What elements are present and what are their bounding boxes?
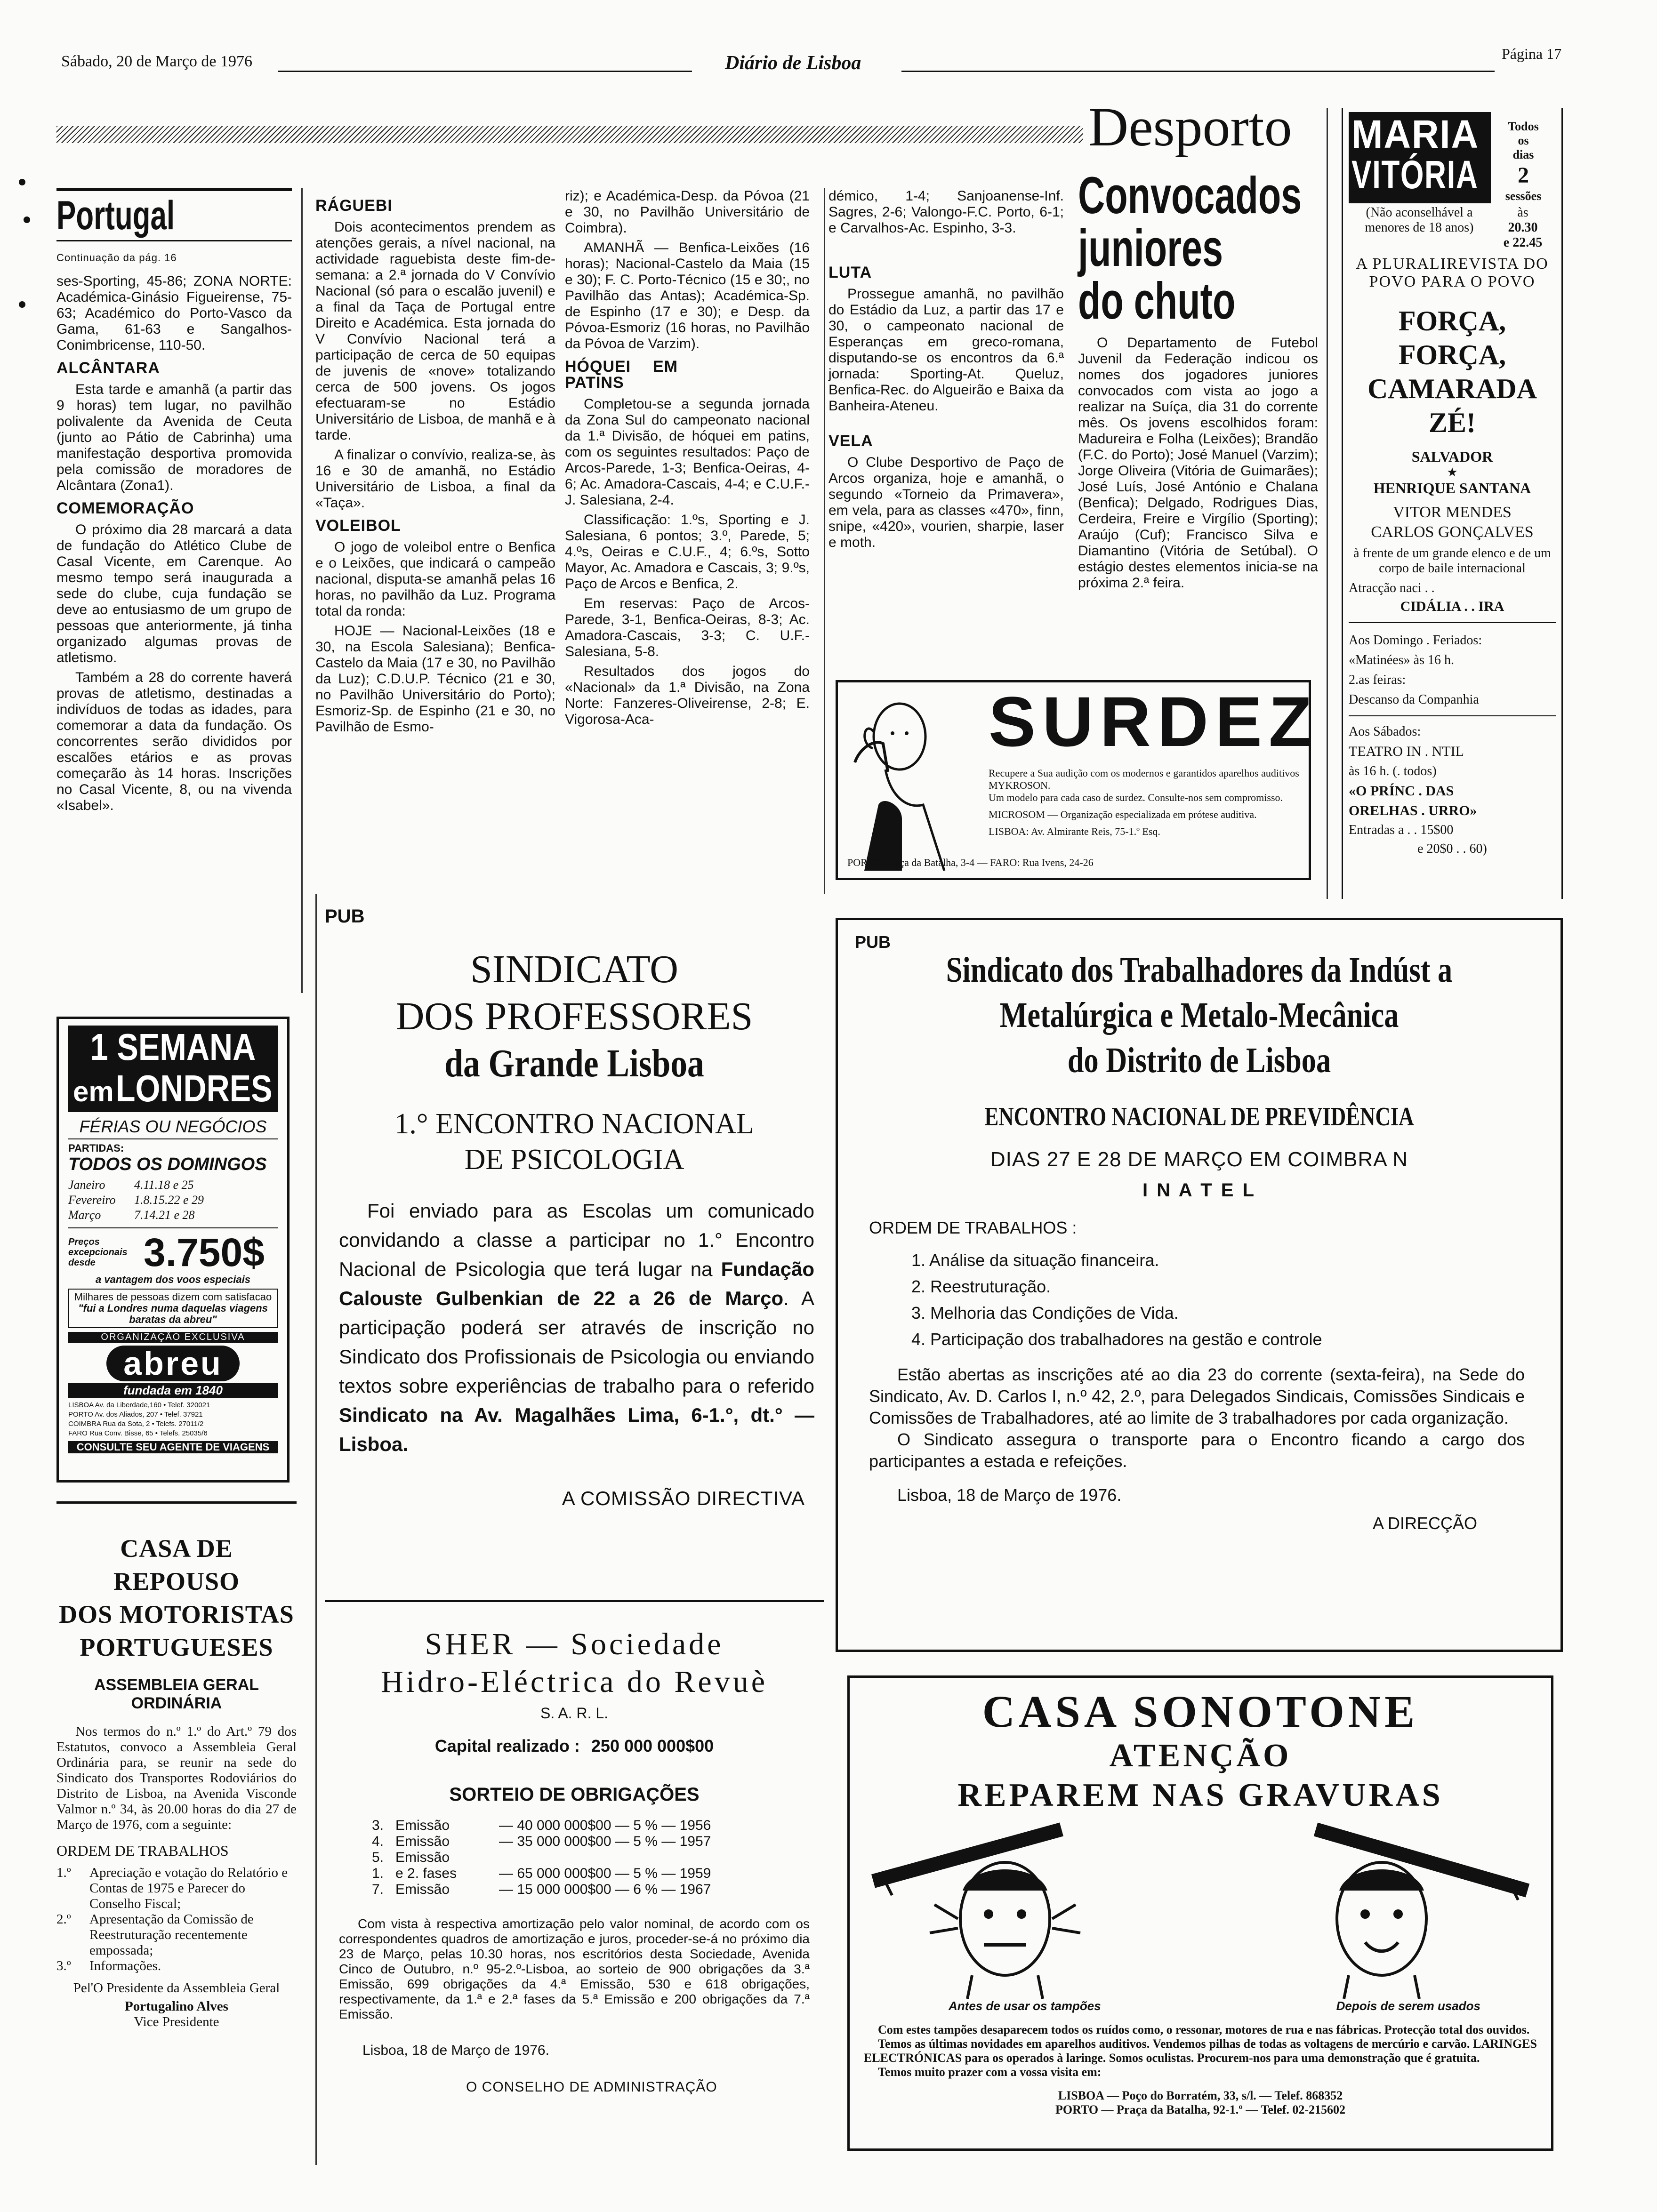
- raguebi-heading: RÁGUEBI: [315, 197, 393, 215]
- metal-title-2: Metalúrgica e Metalo-Mecânica: [999, 995, 1399, 1035]
- caption-before: Antes de usar os tampões: [949, 1999, 1101, 2013]
- paragraph: démico, 1-4; Sanjoanense-Inf. Sagres, 2-6; Valongo-F.C. Porto, 6-1; e Carvalhos-Ac. Espinho, 3-3.: [828, 188, 1064, 236]
- sher-capital-label: Capital realizado :: [434, 1736, 580, 1755]
- sher-cell-v: — 65 000 000$00 — 5 % — 1959: [499, 1866, 711, 1881]
- mv-todos: Todos: [1508, 120, 1539, 133]
- mv-top: [1349, 108, 1556, 203]
- mv-sessions-count: 2: [1518, 163, 1529, 188]
- prof-body-b: Fundação Calouste Gulbenkian de 22 a 26 de Março: [339, 1258, 814, 1309]
- paragraph: O jogo de voleibol entre o Benfica e o Leixões, que indicará o campeão nacional, disputa-se amanhã pelas 16 horas, no pavilhão da Luz. Programa total da ronda:: [315, 539, 555, 619]
- sher-cell-n: 5.: [372, 1850, 384, 1865]
- comemoracao-heading: COMEMORAÇÃO: [56, 499, 194, 517]
- continuation-note: Continuação da pág. 16: [56, 252, 177, 264]
- sonotone-atencao: ATENÇÃO: [1109, 1738, 1292, 1774]
- londres-partidas: PARTIDAS:: [68, 1142, 124, 1154]
- mv-cast-2: HENRIQUE SANTANA: [1373, 480, 1531, 497]
- londres-dates: [68, 1178, 278, 1223]
- prof-body-c: . A participação poderá ser através de inscrição no Sindicato dos Profissionais de Psicologia ou enviando textos sobre experiências de trabalho para o referido: [339, 1287, 814, 1397]
- vela-heading: VELA: [828, 432, 873, 450]
- sher-cell-v: — 15 000 000$00 — 6 % — 1967: [499, 1882, 711, 1897]
- sher-table-row: [372, 1818, 824, 1834]
- sher-cell-v: — 40 000 000$00 — 5 % — 1956: [499, 1818, 711, 1833]
- sonotone-body: [864, 2023, 1537, 2079]
- casa-repouso-sign-2: Portugalino Alves: [125, 1999, 228, 2014]
- paragraph: Prossegue amanhã, no pavilhão do Estádio da Luz, a partir das 17 e 30, o campeonato nacional de Esperanças em greco-romana, disputando-se os encontros da 6.ª jornada: Sporting-At. Queluz, Benfica-Rec. do Algueirão e Baixa da Banheira-Ateneu.: [828, 286, 1064, 414]
- sher-cell-e: Emissão: [395, 1834, 450, 1849]
- month-label: Janeiro: [68, 1178, 105, 1192]
- casa-repouso-items: [56, 1865, 297, 1974]
- agenda-item: 1. Análise da situação financeira.: [911, 1250, 1159, 1270]
- sonotone-lisboa: LISBOA — Poço do Borratém, 33, s/l. — Telef. 868352: [1058, 2089, 1343, 2102]
- sher-table-row: [372, 1834, 824, 1850]
- month-label: Fevereiro: [68, 1193, 116, 1207]
- londres-consulte: CONSULTE SEU AGENTE DE VIAGENS: [68, 1441, 278, 1453]
- agenda-item: [56, 1912, 297, 1958]
- agenda-item: [56, 1958, 297, 1974]
- column-rule: [301, 188, 303, 993]
- londres-testimonial: [68, 1289, 278, 1328]
- alcantara-heading: ALCÂNTARA: [56, 359, 160, 377]
- header-rule-right: [901, 71, 1495, 72]
- agenda-item: 3. Melhoria das Condições de Vida.: [911, 1303, 1179, 1322]
- londres-todos: TODOS OS DOMINGOS: [68, 1154, 267, 1174]
- londres-org: ORGANIZAÇÃO EXCLUSIVA: [68, 1332, 278, 1343]
- metal-encontro: ENCONTRO NACIONAL DE PREVIDÊNCIA: [984, 1102, 1414, 1131]
- mv-sabados: Aos Sábados:: [1349, 724, 1421, 739]
- portugal-body: [56, 273, 292, 814]
- header-date: Sábado, 20 de Março de 1976: [61, 53, 253, 70]
- sher-title-2: Hidro-Eléctrica do Revuè: [380, 1665, 768, 1699]
- prof-sign: A COMISSÃO DIRECTIVA: [562, 1487, 805, 1509]
- column-raguebi: [315, 198, 555, 739]
- paragraph: O Departamento de Futebol Juvenil da Federação indicou os nomes dos jogadores juniores convocados com vista ao jogo a realizar na Suíça, dia 31 do corrente mês. Os jovens escolhidos foram: Madureira e Folha (Leixões); Brandão (F.C. do Porto); José Manuel (Varzim); Jorge Oliveira (Vitória de Guimarães); José Luís, José António e Chalana (Benfica); Delgado, Rodrigues Dias, Cerdeira, Freire e Virgílio (Sporting); Araújo (Cuf); Francisco Silva e Diamantino (Vitória de Setúbal). O estágio destes elementos inicia-se na próxima 2.ª feira.: [1078, 335, 1318, 591]
- surdez-line-1: Recupere a Sua audição com os modernos e garantidos aparelhos auditivos MYKROSON.: [989, 767, 1299, 791]
- mv-times-3: e 22.45: [1503, 235, 1543, 250]
- convocados-title-1: Convocados: [1078, 167, 1302, 224]
- mv-entradas-2: e 20$0 . . 60): [1417, 842, 1487, 856]
- maria-vitoria-ad: [1342, 108, 1563, 899]
- agenda-item: 2. Reestruturação.: [911, 1277, 1051, 1296]
- surdez-title: SURDEZ: [989, 682, 1319, 761]
- sonotone-title: CASA SONOTONE: [982, 1686, 1419, 1737]
- casa-repouso-title-3: PORTUGUESES: [80, 1633, 273, 1661]
- ear-listening-illustration: [845, 692, 949, 871]
- casa-repouso-body: Nos termos do n.º 1.º do Art.º 79 dos Estatutos, convoco a Assembleia Geral Ordinária para, se reunir na sede do Sindicato dos Transportes Rodoviários do Distrito de Lisboa, na Avenida Visconde Valmor n.º 34, às 20.00 horas do dia 27 de Março de 1976, com a seguinte:: [56, 1724, 297, 1832]
- metalurgica-ad: [836, 918, 1563, 1652]
- prof-encontro-2: DE PSICOLOGIA: [464, 1144, 684, 1176]
- convocados-title-3: do chuto: [1078, 272, 1236, 330]
- paragraph: Resultados dos jogos do «Nacional» da 1.ª Divisão, na Zona Norte: Fanzeres-Oliveirense, 2-8; E. Vigorosa-Aca-: [565, 664, 810, 727]
- column-luta-vela: [828, 188, 1064, 554]
- mv-entradas: Entradas a . . 15$00: [1349, 823, 1454, 837]
- sher-cell-e: Emissão: [395, 1850, 450, 1865]
- sher-capital: 250 000 000$00: [591, 1736, 714, 1755]
- mv-todos-os-dias: [1491, 120, 1556, 203]
- margin-dot: [24, 216, 30, 223]
- londres-em: em: [73, 1076, 114, 1107]
- portugal-heading: [56, 188, 292, 241]
- column-rule: [824, 188, 825, 894]
- mv-title-block: [1349, 112, 1491, 203]
- mv-title-2: VITÓRIA: [1351, 152, 1479, 197]
- paragraph: O Clube Desportivo de Paço de Arcos organiza, hoje e amanhã, o segundo «Torneio da Primavera», em vela, para as classes «470», finn, snipe, «420», vourien, sharpie, laser e moth.: [828, 455, 1064, 550]
- londres-line-2: [73, 1067, 273, 1110]
- londres-line-1: 1 SEMANA: [90, 1026, 256, 1068]
- address-faro: FARO Rua Conv. Bisse, 65 • Telefs. 25035/6: [68, 1429, 208, 1437]
- luta-heading: LUTA: [828, 264, 872, 281]
- abreu-fundada: fundada em 1840: [68, 1383, 278, 1398]
- mv-orelhas: ORELHAS . URRO»: [1349, 803, 1477, 818]
- column-portugal: [56, 188, 292, 817]
- voleibol-heading: VOLEIBOL: [315, 517, 401, 535]
- mv-elenco: à frente de um grande elenco e de um corpo de baile internacional: [1353, 546, 1551, 576]
- abreu-logo: [68, 1346, 278, 1381]
- londres-ferias: FÉRIAS OU NEGÓCIOS: [68, 1117, 278, 1139]
- sher-body: Com vista à respectiva amortização pelo valor nominal, de acordo com os correspondentes quadros de amortização e juros, proceder-se-á no próximo dia 23 de Março, pelas 10.30 horas, nos escritórios desta Sociedade, Avenida Cinco de Outubro, n.º 95-2.º-Lisboa, ao sorteio de 900 obrigações da 3.ª Emissão, 699 obrigações da 4.ª Emissão, 530 e 618 obrigações, respectivamente, da 1.ª e 2.ª fases da 5.ª Emissão e 200 obrigações da 7.ª Emissão.: [339, 1916, 810, 2021]
- sonotone-captions: [864, 1999, 1537, 2013]
- londres-price: 3.750$: [144, 1230, 265, 1274]
- paragraph: O próximo dia 28 marcará a data de fundação do Atlético Clube de Casal Vicente, em Carenque. Ao mesmo tempo será inaugurada a sede do clube, cuja fundação se deve ao entusiasmo de um grupo de pessoas que anteriormente, já tinha organizado algumas provas de atletismo.: [56, 522, 292, 665]
- paragraph: A finalizar o convívio, realiza-se, às 16 e 30 de amanhã, no Estádio Universitário de Lisboa, a final da «Taça».: [315, 447, 555, 511]
- londres-price-row: [68, 1227, 278, 1274]
- section-title: Desporto: [1088, 96, 1292, 158]
- metal-p2: O Sindicato assegura o transporte para o Encontro ficando a cargo dos participantes a estada e refeições.: [869, 1430, 1525, 1471]
- sher-notice: [325, 1600, 824, 2095]
- mv-show-2: CAMARADA ZÉ!: [1367, 373, 1537, 438]
- agenda-text: Apreciação e votação do Relatório e Contas de 1975 e Parecer do Conselho Fiscal;: [89, 1865, 288, 1911]
- sher-table: [372, 1818, 824, 1898]
- agenda-text: Apresentação da Comissão de Reestruturação recentemente empossada;: [89, 1912, 254, 1958]
- mv-times-2: 20.30: [1508, 220, 1538, 235]
- sher-capital-row: [325, 1736, 824, 1756]
- mv-sessions: sessões: [1505, 189, 1542, 203]
- sonotone-body-2: Temos as últimas novidades em aparelhos auditivos. Vendemos pilhas de todas as voltagens de mercúrio e carvão. LARINGES ELECTRÓNICAS para os operados à laringe. Somos oculistas. Procurem-nos para uma demonstração que é gratuita.: [864, 2037, 1537, 2065]
- sher-cell-n: 4.: [372, 1834, 384, 1849]
- sonotone-reparem: REPAREM NAS GRAVURAS: [957, 1777, 1443, 1813]
- mv-times: [1490, 205, 1556, 250]
- mv-divider: [1349, 715, 1556, 716]
- metal-inatel: I N A T E L: [1142, 1180, 1256, 1201]
- mv-cast-1: SALVADOR: [1411, 448, 1493, 465]
- surdez-porto: PORTO: Praça da Batalha, 3-4 — FARO: Rua Ivens, 24-26: [847, 857, 1094, 868]
- convocados-body: [1078, 335, 1318, 591]
- page-number: Página 17: [1502, 45, 1562, 62]
- mv-matinees: «Matinées» às 16 h.: [1349, 653, 1454, 667]
- column-convocados: [1078, 169, 1318, 595]
- paragraph: Classificação: 1.ºs, Sporting e J. Salesiana, 6 pontos; 3.º, Parede, 5; 4.ºs, Oeiras e C.U.F., 4; 6.ºs, Sotto Mayor, Ac. Amadora e Cascais, 3; 9.ºs, Paço de Arcos e Benfica, 2.: [565, 512, 810, 592]
- portugal-title: Portugal: [56, 193, 175, 238]
- metal-agenda-list: [911, 1247, 1544, 1353]
- londres-addresses: [68, 1401, 278, 1438]
- mv-teatro-time: às 16 h. (. todos): [1349, 764, 1437, 778]
- mv-cidalia: CIDÁLIA . . IRA: [1400, 599, 1504, 614]
- margin-dot: [19, 179, 25, 185]
- face-after-illustration: [1245, 1820, 1537, 1999]
- sher-title-1: SHER — Sociedade: [425, 1627, 724, 1661]
- mv-feiras: 2.as feiras:: [1349, 673, 1406, 687]
- hoquei-heading: HÓQUEI EM PATINS: [565, 358, 678, 392]
- sher-sign: O CONSELHO DE ADMINISTRAÇÃO: [466, 2079, 717, 2095]
- casa-repouso-sub-1: ASSEMBLEIA GERAL: [94, 1676, 259, 1694]
- mv-cast-3: VITOR MENDES: [1393, 504, 1512, 521]
- surdez-text: [989, 767, 1299, 838]
- surdez-ad: [836, 680, 1319, 880]
- prof-title-1: SINDICATO: [470, 947, 678, 991]
- mv-restriction: (Não aconselhável a menores de 18 anos): [1365, 205, 1474, 235]
- agenda-number: 3.º: [56, 1958, 71, 1973]
- londres-city: LONDRES: [116, 1067, 273, 1109]
- prof-title-2: DOS PROFESSORES: [395, 994, 753, 1038]
- metal-date: Lisboa, 18 de Março de 1976.: [897, 1485, 1122, 1505]
- header-rule-left: [278, 71, 692, 72]
- sher-table-row: [372, 1882, 824, 1898]
- sonotone-ad: [847, 1675, 1553, 2151]
- convocados-title-2: juniores: [1078, 219, 1223, 277]
- mv-atraccao: Atracção naci . .: [1349, 581, 1435, 595]
- mv-teatro: TEATRO IN . NTIL: [1349, 744, 1464, 759]
- metal-ordem: ORDEM DE TRABALHOS :: [869, 1218, 1077, 1237]
- prof-encontro-1: 1.° ENCONTRO NACIONAL: [394, 1108, 754, 1140]
- casa-repouso-title-2: DOS MOTORISTAS: [59, 1600, 294, 1628]
- metal-dias: DIAS 27 E 28 DE MARÇO EM COIMBRA N: [990, 1148, 1408, 1171]
- paragraph: ses-Sporting, 45-86; ZONA NORTE: Académica-Ginásio Figueirense, 75-63; Académico do Porto-Vasco da Gama, 61-63 e Sangalhos-Conimbricense, 110-50.: [56, 273, 292, 353]
- prof-body: [339, 1196, 814, 1459]
- casa-repouso-notice: [56, 1501, 297, 2030]
- londres-vantagem: a vantagem dos voos especiais: [96, 1274, 250, 1285]
- month-dates: 1.8.15.22 e 29: [134, 1193, 204, 1207]
- casa-repouso-title-1: CASA DE REPOUSO: [113, 1534, 240, 1595]
- mv-pluralirevista: A PLURALIREVISTA DO POVO PARA O POVO: [1356, 255, 1549, 290]
- mv-show-1: FORÇA, FORÇA,: [1398, 305, 1506, 370]
- mv-times-1: às: [1517, 205, 1528, 220]
- sher-cell-v: — 35 000 000$00 — 5 % — 1957: [499, 1834, 711, 1849]
- sher-sorteio: SORTEIO DE OBRIGAÇÕES: [449, 1784, 700, 1805]
- sher-cell-e: e 2. fases: [395, 1866, 457, 1881]
- mv-principe: «O PRÍNC . DAS: [1349, 783, 1454, 799]
- metal-p1: Estão abertas as inscrições até ao dia 23 do corrente (sexta-feira), na Sede do Sindicato, Av. D. Carlos I, n.º 42, 2.º, para Delegados Sindicais, Comissões Sindicais e Comissões de Trabalhadores, até ao limite de 3 trabalhadores por cada organização.: [869, 1365, 1525, 1427]
- sher-sarl: S. A. R. L.: [540, 1705, 609, 1722]
- prof-title-3: da Grande Lisboa: [444, 1042, 704, 1085]
- agenda-number: 2.º: [56, 1912, 71, 1927]
- londres-milhares: Milhares de pessoas dizem com satisfacao: [74, 1291, 272, 1303]
- agenda-item: [56, 1865, 297, 1912]
- casa-repouso-sub-2: ORDINÁRIA: [131, 1694, 222, 1712]
- sonotone-body-1: Com estes tampões desaparecem todos os ruídos como, o ressonar, motores de rua e nas fábricas. Protecção total dos ouvidos.: [878, 2023, 1530, 2036]
- sher-cell-n: 1.: [372, 1866, 384, 1881]
- mv-domingos: Aos Domingo . Feriados:: [1349, 633, 1482, 648]
- margin-dot: [19, 301, 25, 308]
- paragraph: AMANHÃ — Benfica-Leixões (16 horas); Nacional-Castelo da Maia (15 e 30); F. C. Porto-Técnico (15 e 30;, no Pavilhão das Antas); Académica-Sp. de Espinho (17 e 30); e Desp. da Póvoa-Esmoriz (16 horas, no Pavilhão da Póvoa de Varzim).: [565, 240, 810, 352]
- address-coimbra: COIMBRA Rua da Sota, 2 • Telefs. 27011/2: [68, 1420, 204, 1428]
- sindicato-professores-ad: [325, 906, 824, 1593]
- sher-cell-e: Emissão: [395, 1882, 450, 1897]
- face-before-illustration: [864, 1820, 1156, 1999]
- pub-label: PUB: [855, 932, 891, 952]
- month-dates: 4.11.18 e 25: [134, 1178, 194, 1192]
- abreu-wordmark: abreu: [106, 1346, 240, 1381]
- sher-cell-e: Emissão: [395, 1818, 450, 1833]
- metal-title-3: do Distrito de Lisboa: [1067, 1041, 1331, 1080]
- metal-sign: A DIRECÇÃO: [1373, 1514, 1478, 1533]
- column-rule: [1327, 108, 1328, 899]
- sher-table-row: [372, 1866, 824, 1882]
- prof-body-a: Foi enviado para as Escolas um comunicado convidando a classe a participar no 1.° Encontro Nacional de Psicologia que terá lugar na: [339, 1200, 814, 1280]
- paragraph: riz); e Académica-Desp. da Póvoa (21 e 30, no Pavilhão Universitário de Coimbra).: [565, 188, 810, 236]
- caption-after: Depois de serem usados: [1336, 1999, 1480, 2013]
- sonotone-body-3: Temos muito prazer com a vossa visita em:: [878, 2065, 1102, 2079]
- paragraph: Dois acontecimentos prendem as atenções gerais, a nível nacional, na actividade raguebista deste fim-de-semana: a 2.ª jornada do V Convívio Nacional (só para o escalão juvenil) e a final da Taça de Portugal entre Direito e Académica. Esta jornada do V Convívio Nacional terá a participação de cerca de 50 equipas de juvenis de «nove» totalizando cerca de 500 jovens. Os jogos efectuaram-se no Estádio Universitário de Lisboa, de manhã e à tarde.: [315, 219, 555, 443]
- paragraph: HOJE — Nacional-Leixões (18 e 30, na Escola Salesiana); Benfica-Castelo da Maia (17 e 30, no Pavilhão da Luz); C.D.U.P. Técnico (21 e 30, no Pavilhão Universitário do Porto); Esmoriz-Sp. de Espinho (21 e 30, no Pavilhão de Esmo-: [315, 623, 555, 735]
- paragraph: Completou-se a segunda jornada da Zona Sul do campeonato nacional da 1.ª Divisão, de hóquei em patins, com os seguintes resultados: Paço de Arcos-Parede, 1-3; Benfica-Oeiras, 4-6; Ac. Amadora-Cascais, 4-4; e C.U.F.-J. Salesiana, 2-4.: [565, 396, 810, 508]
- pub-label: PUB: [325, 906, 365, 927]
- month-label: Março: [68, 1208, 101, 1222]
- londres-slogan: "fui a Londres numa daquelas viagens baratas da abreu": [78, 1302, 268, 1325]
- casa-repouso-ordem: ORDEM DE TRABALHOS: [56, 1842, 229, 1859]
- londres-precos: Preços excepcionais desde: [68, 1237, 128, 1268]
- month-dates: 7.14.21 e 28: [134, 1208, 195, 1222]
- mv-divider: [1349, 622, 1556, 623]
- sonotone-illustrations: [864, 1820, 1537, 1999]
- paragraph: Esta tarde e amanhã (a partir das 9 horas) tem lugar, no pavilhão polivalente da Avenida de Ceuta (junto ao Pátio de Cabrinha) uma manifestação desportiva promovida pela comissão de moradores de Alcântara (Zona1).: [56, 382, 292, 493]
- surdez-microsom: MICROSOM — Organização especializada em prótese auditiva.: [989, 809, 1257, 820]
- casa-repouso-sign-1: Pel'O Presidente da Assembleia Geral: [73, 1980, 280, 1996]
- sher-cell-n: 3.: [372, 1818, 384, 1833]
- mv-dias: dias: [1512, 148, 1534, 161]
- address-lisboa: LISBOA Av. da Liberdade,160 • Telef. 320021: [68, 1401, 210, 1409]
- agenda-number: 1.º: [56, 1865, 71, 1880]
- metal-title-1: Sindicato dos Trabalhadores da Indúst a: [946, 950, 1453, 990]
- sher-table-row: [372, 1850, 824, 1866]
- address-porto: PORTO Av. dos Aliados, 207 • Telef. 37921: [68, 1411, 203, 1419]
- column-rule: [315, 894, 317, 2165]
- mv-cast-4: CARLOS GONÇALVES: [1371, 523, 1534, 541]
- casa-repouso-sign-3: Vice Presidente: [134, 2014, 219, 2029]
- sonotone-porto: PORTO — Praça da Batalha, 92-1.º — Telef. 02-215602: [1055, 2103, 1345, 2116]
- londres-title-block: [68, 1026, 278, 1112]
- paragraph: Também a 28 do corrente haverá provas de atletismo, destinadas a indivíduos de todas as idades, para comemorar a data da fundação. Os concorrentes serão divididos por escalões etários e as provas começarão às 14 horas. Inscrições no Casal Vicente, 8, ou na vivenda «Isabel».: [56, 670, 292, 813]
- sher-cell-n: 7.: [372, 1882, 384, 1897]
- londres-ad: [56, 1017, 290, 1483]
- column-hoquei: [565, 188, 810, 731]
- sher-date: Lisboa, 18 de Março de 1976.: [362, 2043, 549, 2058]
- mv-os: os: [1518, 134, 1529, 147]
- paragraph: Em reservas: Paço de Arcos-Parede, 3-1, Benfica-Oeiras, 8-3; Ac. Amadora-Cascais, 3-3; C. U.F.-Salesiana, 5-8.: [565, 596, 810, 659]
- section-hatch-bar: [56, 126, 1083, 143]
- mv-restriction-row: [1349, 205, 1556, 250]
- mv-star: ★: [1447, 465, 1458, 479]
- surdez-lisboa: LISBOA: Av. Almirante Reis, 75-1.º Esq.: [989, 825, 1160, 837]
- prof-body-d: Sindicato na Av. Magalhães Lima, 6-1.°, dt.° — Lisboa.: [339, 1404, 814, 1455]
- surdez-line-2: Um modelo para cada caso de surdez. Consulte-nos sem compromisso.: [989, 792, 1283, 803]
- agenda-item: 4. Participação dos trabalhadores na gestão e controle: [911, 1330, 1322, 1349]
- mv-title-1: MARIA: [1351, 112, 1480, 156]
- masthead: Diário de Lisboa: [725, 52, 861, 74]
- mv-descanso: Descanso da Companhia: [1349, 692, 1479, 707]
- agenda-text: Informações.: [89, 1958, 161, 1973]
